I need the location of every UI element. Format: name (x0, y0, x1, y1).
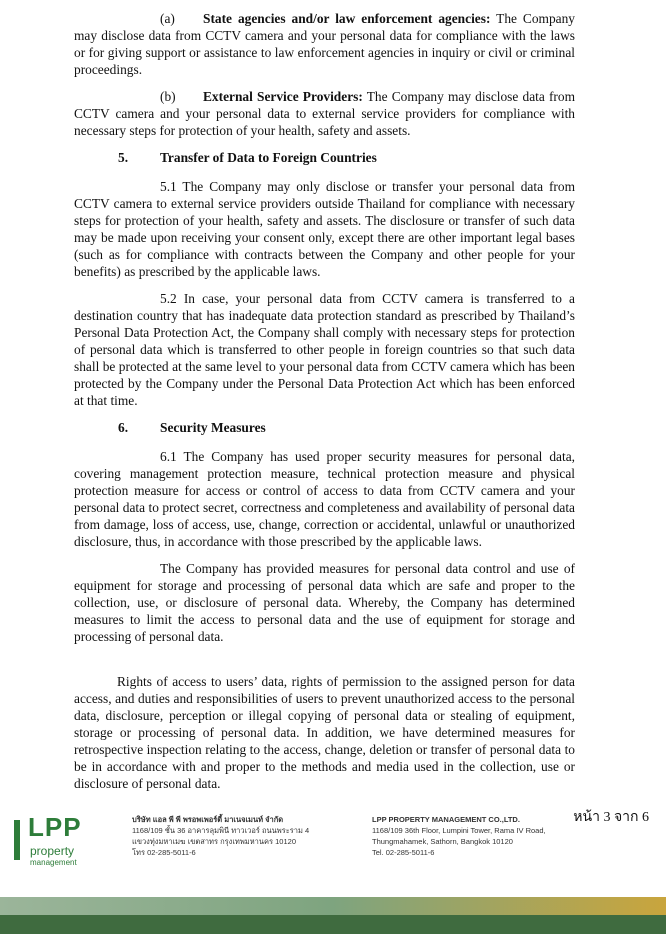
section-5-1-paragraph: 5.1 The Company may only disclose or transfer your personal data from CCTV camera to external service providers outside Thailand for compliance with necessary steps for protection of your health, safety and assets. The disclosure or transfer of such data may be made upon receiving your consent only, except there are other important legal bases (such as for compliance with contracts between the Company and other people for your benefits) as prescribed by the applicable laws. (74, 179, 575, 279)
letterhead-footer (0, 812, 666, 934)
logo-main-text: LPP (28, 812, 82, 842)
paragraph-a (74, 10, 575, 78)
paragraph-b (74, 88, 575, 139)
paragraph-a-title: State agencies and/or law enforcement agencies: (203, 11, 491, 26)
english-address-line2: Thungmahamek, Sathorn, Bangkok 10120 (372, 837, 513, 846)
logo-bar-icon (14, 820, 20, 860)
page-number: หน้า 3 จาก 6 (573, 810, 649, 825)
section-6-control-paragraph: The Company has provided measures for personal data control and use of equipment for storage and processing of personal data which are safe and proper to the collection, use, or disclosure of personal data. Whereby, the Company has determined measures to limit the access to personal data and the use of equipment for storage and processing of personal data. (74, 561, 575, 644)
paragraph-b-text: The Company may disclose data from CCTV camera and your personal data to external service providers for compliance with necessary steps for protection of your health, safety and assets. (74, 89, 575, 138)
footer-stripe-dark (0, 915, 666, 934)
section-5-number: 5. (118, 150, 129, 165)
logo-sub-text: property (30, 844, 75, 858)
section-5-heading (74, 149, 575, 166)
thai-company-name: บริษัท แอล พี พี พรอพเพอร์ตี้ มาเนจเมนท์ จำกัด (132, 815, 284, 824)
paragraph-a-text: The Company may disclose data from CCTV camera and your personal data for compliance with the laws or for giving support or assistance to law enforcement agencies in inquiry or civil or criminal proceedings. (74, 11, 575, 77)
thai-address-line3: โทร 02-285-5011-6 (132, 848, 196, 857)
section-6-title: Security Measures (160, 420, 266, 435)
section-6-number: 6. (118, 420, 129, 435)
thai-address (132, 814, 309, 858)
footer-stripe-light (0, 897, 666, 915)
company-logo (14, 814, 94, 870)
logo-sub2-text: management (30, 858, 77, 867)
section-6-heading (74, 419, 575, 436)
thai-address-line1: 1168/109 ชั้น 36 อาคารลุมพินี ทาวเวอร์ ถนนพระราม 4 (132, 826, 310, 835)
section-6-1-paragraph: 6.1 The Company has used proper security measures for personal data, covering management protection measure, technical protection measure and physical protection measure for access or control of access to data from CCTV camera and your personal data to protect secret, correctness and completeness and availability of personal data from damage, loss of access, use, change, correction or accidental, unlawful or unauthorized disclosure, thus, in accordance with those prescribed by the applicable laws. (74, 449, 575, 549)
section-5-2-paragraph: 5.2 In case, your personal data from CCTV camera is transferred to a destination country that has inadequate data protection standard as prescribed by Thailand’s Personal Data Protection Act, the Company shall comply with necessary steps for protection of personal data which is transferred to other people in foreign countries so that such data shall be protected at the same level to your personal data from CCTV camera which has been protected by the Company under the Personal Data Protection Act which has been enforced at that time. (74, 291, 575, 408)
section-6-rights-paragraph: Rights of access to users’ data, rights of permission to the assigned person for data access, and duties and responsibilities of users to prevent unauthorized access to the personal data, disclosure, perception or illegal copying of personal data or stealing of equipment, storage or processing of personal data. In addition, we have determined measures for retrospective inspection relating to the access, change, deletion or transfer of personal data to be in accordance with and proper to the methods and media used in the collection, use or disclosure of personal data. (74, 674, 575, 791)
thai-address-line2: แขวงทุ่งมหาเมฆ เขตสาทร กรุงเทพมหานคร 10120 (132, 837, 296, 846)
english-address-line3: Tel. 02-285-5011-6 (372, 848, 435, 857)
paragraph-b-title: External Service Providers: (203, 89, 363, 104)
paragraph-a-label: (a) (160, 11, 175, 26)
english-address (372, 814, 546, 858)
section-5-title: Transfer of Data to Foreign Countries (160, 150, 377, 165)
document-body (74, 10, 575, 802)
english-address-line1: 1168/109 36th Floor, Lumpini Tower, Rama IV Road, (372, 826, 546, 835)
paragraph-b-label: (b) (160, 89, 176, 104)
english-company-name: LPP PROPERTY MANAGEMENT CO.,LTD. (372, 815, 520, 824)
